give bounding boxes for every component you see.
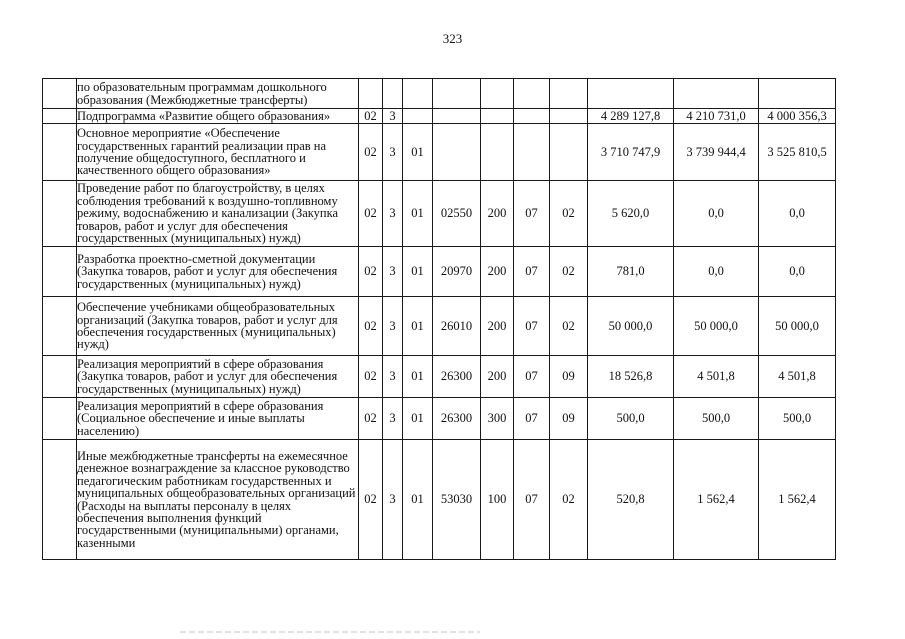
code-cell-c3: 01 xyxy=(403,297,433,356)
row-margin-cell xyxy=(43,181,77,247)
amount-cell-v1: 5 620,0 xyxy=(588,181,674,247)
code-cell-c3: 01 xyxy=(403,247,433,297)
page-number: 323 xyxy=(442,31,463,46)
code-cell-c2 xyxy=(383,79,403,109)
amount-cell-v2: 50 000,0 xyxy=(674,297,759,356)
code-cell-c1: 02 xyxy=(359,247,383,297)
code-cell-c5 xyxy=(481,109,514,124)
code-cell-c2: 3 xyxy=(383,109,403,124)
code-cell-c5 xyxy=(481,124,514,181)
code-cell-c7: 09 xyxy=(550,356,588,398)
table-row xyxy=(43,356,836,398)
code-cell-c3 xyxy=(403,79,433,109)
code-cell-c6: 07 xyxy=(514,356,550,398)
code-cell-c3: 01 xyxy=(403,124,433,181)
amount-cell-v1: 3 710 747,9 xyxy=(588,124,674,181)
amount-cell-v3: 0,0 xyxy=(759,181,836,247)
amount-cell-v2: 4 210 731,0 xyxy=(674,109,759,124)
code-cell-c5: 300 xyxy=(481,398,514,440)
amount-cell-v2: 0,0 xyxy=(674,181,759,247)
table-row xyxy=(43,109,836,124)
amount-cell-v2: 0,0 xyxy=(674,247,759,297)
code-cell-c6: 07 xyxy=(514,440,550,560)
code-cell-c1: 02 xyxy=(359,109,383,124)
amount-cell-v1: 4 289 127,8 xyxy=(588,109,674,124)
amount-cell-v2: 4 501,8 xyxy=(674,356,759,398)
code-cell-c2: 3 xyxy=(383,247,403,297)
row-margin-cell xyxy=(43,124,77,181)
table-body xyxy=(43,79,836,560)
code-cell-c5: 100 xyxy=(481,440,514,560)
code-cell-c7: 02 xyxy=(550,247,588,297)
code-cell-c7: 02 xyxy=(550,297,588,356)
amount-cell-v2: 1 562,4 xyxy=(674,440,759,560)
row-margin-cell xyxy=(43,297,77,356)
code-cell-c6 xyxy=(514,109,550,124)
amount-cell-v3: 0,0 xyxy=(759,247,836,297)
amount-cell-v3: 4 501,8 xyxy=(759,356,836,398)
expense-name-cell: Обеспечение учебниками общеобразовательных организаций (Закупка товаров, работ и услуг для обеспечения государственных (муниципальных) нужд) xyxy=(77,297,359,356)
amount-cell-v3: 1 562,4 xyxy=(759,440,836,560)
amount-cell-v3: 500,0 xyxy=(759,398,836,440)
table-row xyxy=(43,247,836,297)
table-row xyxy=(43,398,836,440)
amount-cell-v1: 500,0 xyxy=(588,398,674,440)
table-row xyxy=(43,181,836,247)
code-cell-c7 xyxy=(550,79,588,109)
code-cell-c4: 26010 xyxy=(433,297,481,356)
code-cell-c4 xyxy=(433,109,481,124)
code-cell-c6 xyxy=(514,124,550,181)
code-cell-c2: 3 xyxy=(383,297,403,356)
code-cell-c3: 01 xyxy=(403,181,433,247)
expense-name-cell: Основное мероприятие «Обеспечение государственных гарантий реализации прав на получение общедоступного, бесплатного и качественного общего образования» xyxy=(77,124,359,181)
code-cell-c3: 01 xyxy=(403,356,433,398)
code-cell-c6: 07 xyxy=(514,297,550,356)
code-cell-c2: 3 xyxy=(383,398,403,440)
code-cell-c1: 02 xyxy=(359,356,383,398)
code-cell-c6: 07 xyxy=(514,247,550,297)
code-cell-c6: 07 xyxy=(514,181,550,247)
code-cell-c4 xyxy=(433,79,481,109)
code-cell-c6 xyxy=(514,79,550,109)
code-cell-c4: 20970 xyxy=(433,247,481,297)
row-margin-cell xyxy=(43,356,77,398)
budget-table-container xyxy=(42,78,836,560)
expense-name-cell: Подпрограмма «Развитие общего образования» xyxy=(77,109,359,124)
expense-name-cell: по образовательным программам дошкольного образования (Межбюджетные трансферты) xyxy=(77,79,359,109)
row-margin-cell xyxy=(43,109,77,124)
code-cell-c2: 3 xyxy=(383,181,403,247)
row-margin-cell xyxy=(43,247,77,297)
code-cell-c4: 02550 xyxy=(433,181,481,247)
amount-cell-v2 xyxy=(674,79,759,109)
code-cell-c4: 53030 xyxy=(433,440,481,560)
amount-cell-v2: 500,0 xyxy=(674,398,759,440)
code-cell-c7 xyxy=(550,124,588,181)
table-row xyxy=(43,79,836,109)
code-cell-c7 xyxy=(550,109,588,124)
table-row xyxy=(43,440,836,560)
table-row xyxy=(43,124,836,181)
code-cell-c1: 02 xyxy=(359,440,383,560)
amount-cell-v1: 520,8 xyxy=(588,440,674,560)
amount-cell-v3: 4 000 356,3 xyxy=(759,109,836,124)
code-cell-c2: 3 xyxy=(383,356,403,398)
budget-table xyxy=(42,78,836,560)
row-margin-cell xyxy=(43,440,77,560)
code-cell-c5: 200 xyxy=(481,247,514,297)
code-cell-c1: 02 xyxy=(359,398,383,440)
code-cell-c3 xyxy=(403,109,433,124)
code-cell-c2: 3 xyxy=(383,124,403,181)
code-cell-c4: 26300 xyxy=(433,398,481,440)
amount-cell-v3 xyxy=(759,79,836,109)
code-cell-c1: 02 xyxy=(359,181,383,247)
expense-name-cell: Иные межбюджетные трансферты на ежемесячное денежное вознаграждение за классное руководство педагогическим работникам государственных и муниципальных общеобразовательных организаций (Расходы на выплаты персоналу в целях обеспечения выполнения функций государственными (муниципальными) органами, казенными xyxy=(77,440,359,560)
amount-cell-v1: 50 000,0 xyxy=(588,297,674,356)
code-cell-c5: 200 xyxy=(481,356,514,398)
expense-name-cell: Реализация мероприятий в сфере образования (Социальное обеспечение и иные выплаты населению) xyxy=(77,398,359,440)
code-cell-c5: 200 xyxy=(481,297,514,356)
scan-artifact xyxy=(180,631,480,633)
amount-cell-v1: 18 526,8 xyxy=(588,356,674,398)
code-cell-c5 xyxy=(481,79,514,109)
code-cell-c3: 01 xyxy=(403,440,433,560)
code-cell-c1 xyxy=(359,79,383,109)
amount-cell-v3: 50 000,0 xyxy=(759,297,836,356)
amount-cell-v3: 3 525 810,5 xyxy=(759,124,836,181)
code-cell-c7: 02 xyxy=(550,440,588,560)
code-cell-c4: 26300 xyxy=(433,356,481,398)
code-cell-c7: 09 xyxy=(550,398,588,440)
code-cell-c6: 07 xyxy=(514,398,550,440)
code-cell-c3: 01 xyxy=(403,398,433,440)
code-cell-c4 xyxy=(433,124,481,181)
expense-name-cell: Проведение работ по благоустройству, в целях соблюдения требований к воздушно-топливному режиму, водоснабжению и канализации (Закупка товаров, работ и услуг для обеспечения государственных (муниципальных) нужд) xyxy=(77,181,359,247)
row-margin-cell xyxy=(43,398,77,440)
amount-cell-v2: 3 739 944,4 xyxy=(674,124,759,181)
code-cell-c2: 3 xyxy=(383,440,403,560)
expense-name-cell: Реализация мероприятий в сфере образования (Закупка товаров, работ и услуг для обеспечения государственных (муниципальных) нужд) xyxy=(77,356,359,398)
code-cell-c5: 200 xyxy=(481,181,514,247)
amount-cell-v1 xyxy=(588,79,674,109)
expense-name-cell: Разработка проектно-сметной документации (Закупка товаров, работ и услуг для обеспечения государственных (муниципальных) нужд) xyxy=(77,247,359,297)
row-margin-cell xyxy=(43,79,77,109)
amount-cell-v1: 781,0 xyxy=(588,247,674,297)
code-cell-c1: 02 xyxy=(359,297,383,356)
code-cell-c1: 02 xyxy=(359,124,383,181)
code-cell-c7: 02 xyxy=(550,181,588,247)
table-row xyxy=(43,297,836,356)
